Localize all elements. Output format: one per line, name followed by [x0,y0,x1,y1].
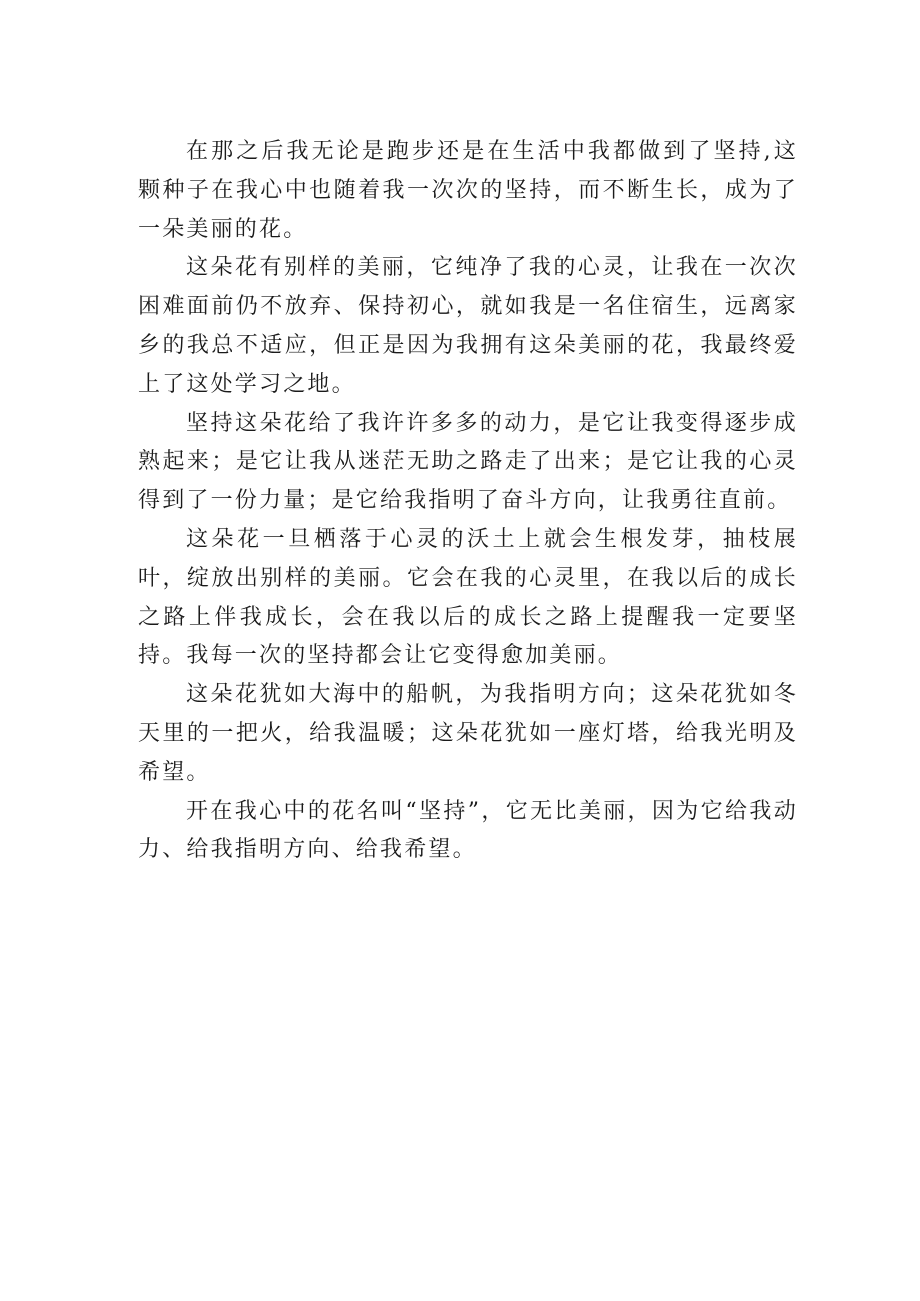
paragraph-6: 开在我心中的花名叫“坚持”，它无比美丽，因为它给我动力、给我指明方向、给我希望。 [138,798,798,863]
paragraph-5: 这朵花犹如大海中的船帆，为我指明方向；这朵花犹如冬天里的一把火，给我温暖；这朵花犹如一座灯塔，给我光明及希望。 [138,682,798,785]
document-body [138,133,798,870]
paragraph-3: 坚持这朵花给了我许许多多的动力，是它让我变得逐步成熟起来；是它让我从迷茫无助之路走了出来；是它让我的心灵得到了一份力量；是它给我指明了奋斗方向，让我勇往直前。 [138,410,798,514]
paragraph-2: 这朵花有别样的美丽，它纯净了我的心灵，让我在一次次困难面前仍不放弃、保持初心，就如我是一名住宿生，远离家乡的我总不适应，但正是因为我拥有这朵美丽的花，我最终爱上了这处学习之地。 [138,255,798,397]
paragraph-1: 在那之后我无论是跑步还是在生活中我都做到了坚持,这颗种子在我心中也随着我一次次的坚持，而不断生长，成为了一朵美丽的花。 [138,139,798,242]
paragraph-4: 这朵花一旦栖落于心灵的沃土上就会生根发芽，抽枝展叶，绽放出别样的美丽。它会在我的心灵里，在我以后的成长之路上伴我成长，会在我以后的成长之路上提醒我一定要坚持。我每一次的坚持都会让它变得愈加美丽。 [138,526,798,669]
